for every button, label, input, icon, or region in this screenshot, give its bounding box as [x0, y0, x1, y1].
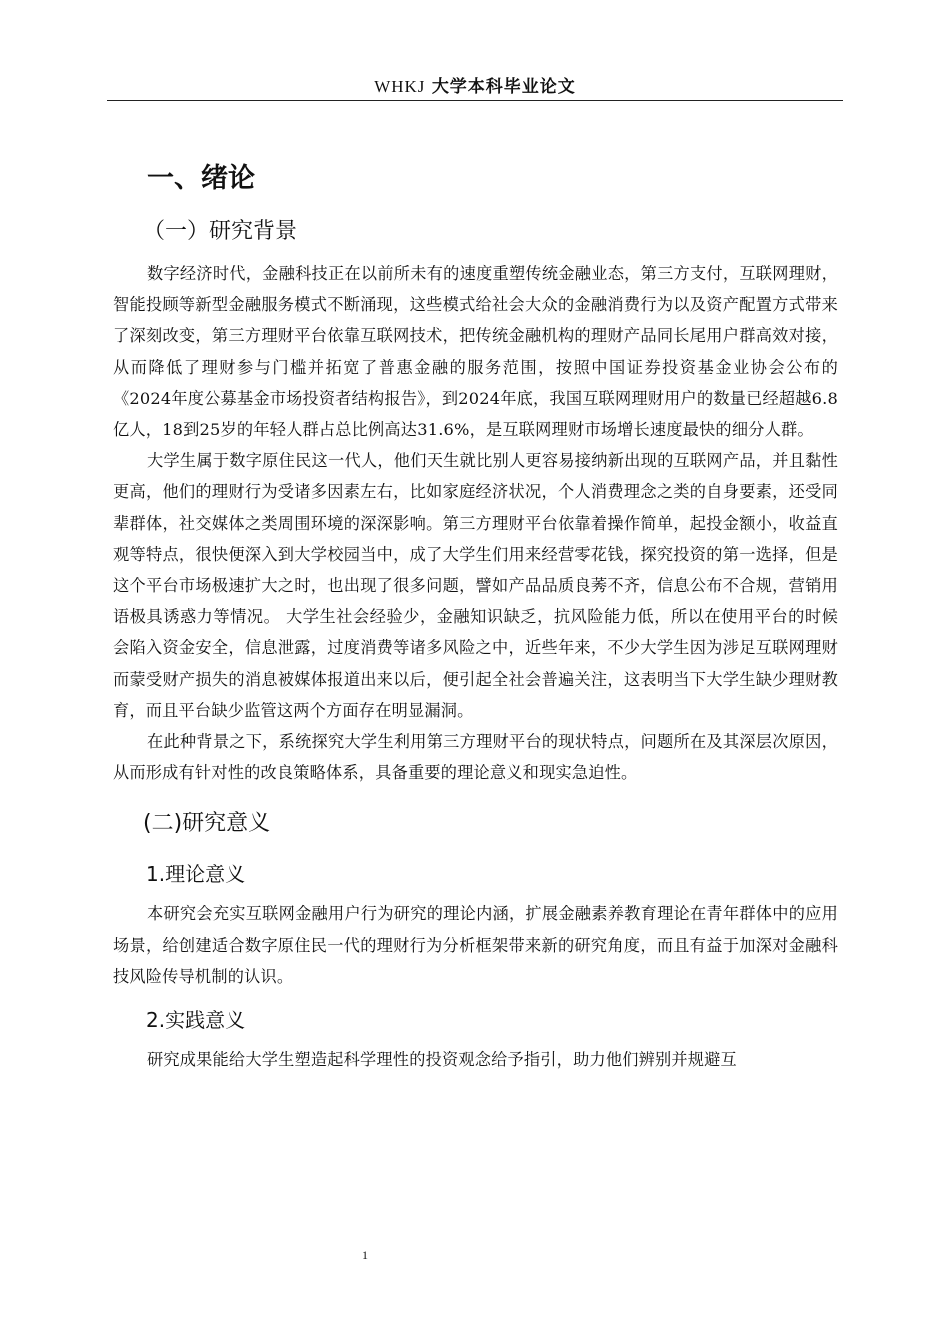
section-heading-significance: (二)研究意义 [143, 811, 271, 837]
subsection-heading-theory: 1.理论意义 [146, 862, 246, 887]
header-title: 大学本科毕业论文 [431, 77, 576, 97]
document-body [113, 150, 838, 1075]
header-code: WHKJ [374, 77, 426, 96]
page-header [107, 74, 843, 101]
paragraph: 研究成果能给大学生塑造起科学理性的投资观念给予指引，助力他们辨别并规避互 [147, 1050, 737, 1070]
paragraph: 数字经济时代，金融科技正在以前所未有的速度重塑传统金融业态，第三方支付，互联网理财，智能投顾等新型金融服务模式不断涌现，这些模式给社会大众的金融消费行为以及资产配置方式带来了深刻改变，第三方理财平台依靠互联网技术，把传统金融机构的理财产品同长尾用户群高效对接，从而降低了理财参与门槛并拓宽了普惠金融的服务范围，按照中国证券投资基金业协会公布的《2024年度公募基金市场投资者结构报告》，到2024年底，我国互联网理财用户的数量已经超越6.8亿人，18到25岁的年轻人群占总比例高达31.6%，是互联网理财市场增长速度最快的细分人群。 [113, 264, 838, 440]
paragraph: 本研究会充实互联网金融用户行为研究的理论内涵，扩展金融素养教育理论在青年群体中的应用场景，给创建适合数字原住民一代的理财行为分析框架带来新的研究角度，而且有益于加深对金融科技风险传导机制的认识。 [113, 904, 838, 986]
section-heading-background: （一）研究背景 [143, 219, 298, 244]
chapter-title: 一、绪论 [147, 163, 255, 194]
paragraph: 大学生属于数字原住民这一代人，他们天生就比别人更容易接纳新出现的互联网产品，并且黏性更高，他们的理财行为受诸多因素左右，比如家庭经济状况，个人消费理念之类的自身要素，还受同辈群体，社交媒体之类周围环境的深深影响。第三方理财平台依靠着操作简单，起投金额小，收益直观等特点，很快便深入到大学校园当中，成了大学生们用来经营零花钱，探究投资的第一选择，但是这个平台市场极速扩大之时，也出现了很多问题，譬如产品品质良莠不齐，信息公布不合规，营销用语极具诱惑力等情况。 大学生社会经验少，金融知识缺乏，抗风险能力低，所以在使用平台的时候会陷入资金安全，信息泄露，过度消费等诸多风险之中，近些年来，不少大学生因为涉足互联网理财而蒙受财产损失的消息被媒体报道出来以后，便引起全社会普遍关注，这表明当下大学生缺少理财教育，而且平台缺少监管这两个方面存在明显漏洞。 [113, 451, 838, 720]
subsection-heading-practice: 2.实践意义 [146, 1008, 246, 1033]
paragraph: 在此种背景之下，系统探究大学生利用第三方理财平台的现状特点，问题所在及其深层次原因，从而形成有针对性的改良策略体系，具备重要的理论意义和现实急迫性。 [113, 732, 838, 783]
page-number: 1 [362, 1248, 368, 1262]
